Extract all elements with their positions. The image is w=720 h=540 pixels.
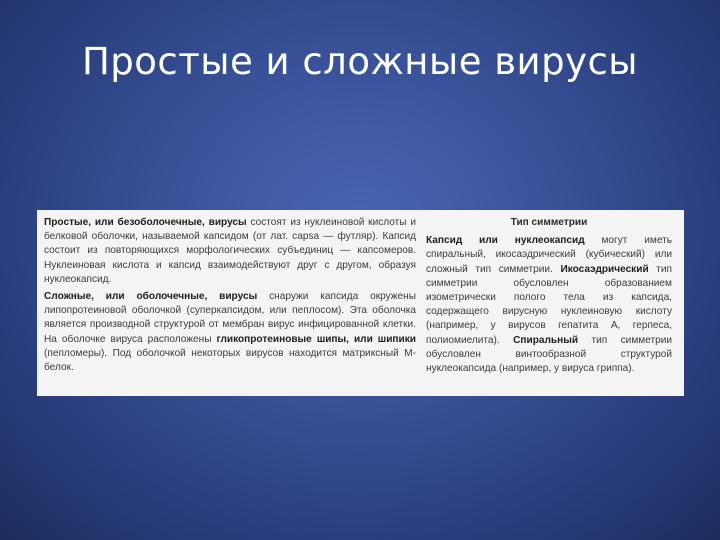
symmetry-text-1: могут иметь спиральный, икосаэдрический (кубический) или сложный тип симметрии. [426, 235, 672, 275]
icosahedral-term: Икосаэдрический [560, 263, 649, 275]
capsid-term: Капсид или нуклеокапсид [426, 235, 585, 247]
right-column [426, 216, 672, 390]
symmetry-text-2: тип симметрии обусловлен образованием изометрически полого тела из капсида, содержащего вирусную нуклеиновую кислоту (например, у вирусов гепатита А, герпеса, полиомиелита). [426, 263, 672, 346]
helical-term: Спиральный [513, 334, 579, 346]
left-column [44, 216, 416, 390]
complex-viruses-paragraph [44, 290, 416, 375]
symmetry-text-3: тип симметрии обусловлен винтообразной структурой нуклеокапсида (например, у вируса гриппа). [426, 334, 672, 375]
complex-viruses-term: Сложные, или оболочечные, вирусы [44, 291, 258, 303]
glycoprotein-spikes-term: гликопротеиновые шипы, или шипики [216, 333, 416, 345]
symmetry-paragraph [426, 234, 672, 376]
symmetry-heading: Тип симметрии [510, 217, 588, 228]
simple-viruses-term: Простые, или безоболочечные, вирусы [44, 217, 247, 228]
simple-viruses-paragraph [44, 216, 416, 287]
complex-viruses-text-end: (пепломеры). Под оболочкой некоторых вирусов находится матриксный М-белок. [44, 347, 416, 374]
textbook-excerpt [37, 210, 684, 396]
simple-viruses-text: состоят из нуклеиновой кислоты и белковой оболочки, называемой капсидом (от лат. capsa — футляр). Капсид состоит из повторяющихся морфологических субъединиц — капсомеров. Нуклеиновая кислота и капсид взаимодействуют друг с другом, образуя нуклеокапсид. [44, 217, 416, 285]
complex-viruses-text: снаружи капсида окружены липопротеиновой оболочкой (суперкапсидом, или пеплосом). Эта оболочка является производной структурой от мембран вирус инфицированной клетки. На оболочке вируса расположены [44, 291, 416, 345]
slide-title: Простые и сложные вирусы [81, 40, 639, 83]
